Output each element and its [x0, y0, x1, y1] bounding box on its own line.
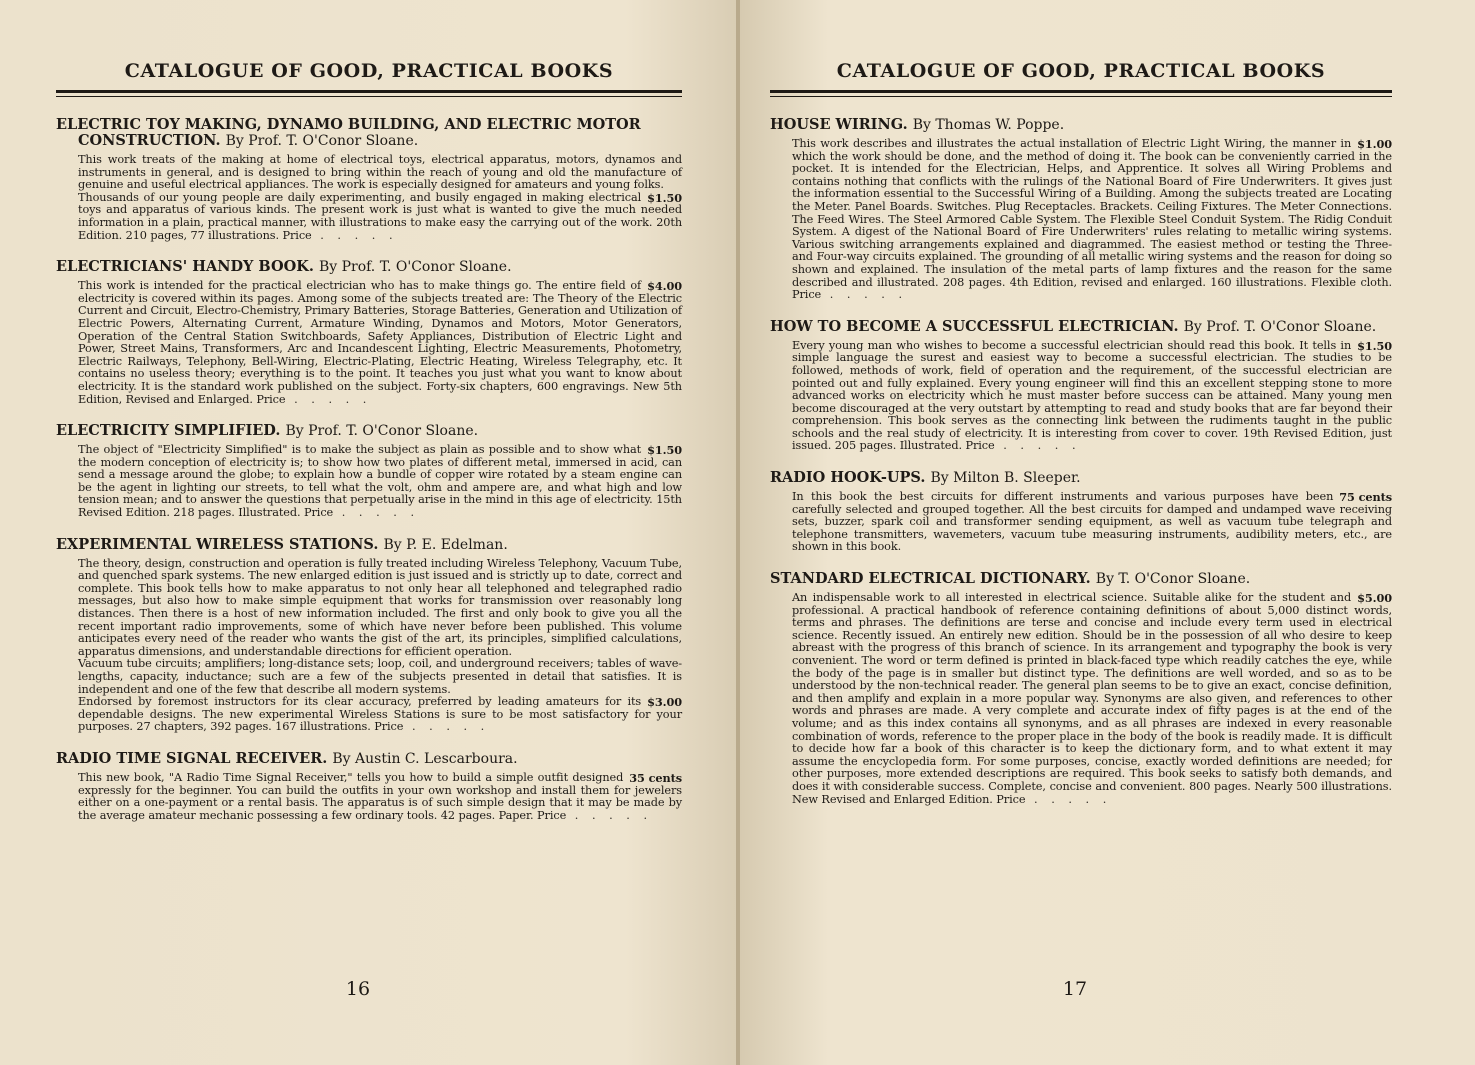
- description-text: In this book the best circuits for different instruments and various purposes have been carefully selected and grouped together. All the best circuits for damped and undamped wave receiving sets, buzzer, spark coil and transformer sending equipment, as well as vacuum tube telegraph and telephone transmitters, wavemeters, vacuum tube measuring instruments, audibility meters, etc., are shown in this book.: [792, 490, 1392, 554]
- leader-dots: . . . . .: [566, 808, 653, 822]
- book-description: [792, 340, 1392, 453]
- leader-dots: . . . . .: [285, 392, 372, 406]
- description-text: Thousands of our young people are daily experimenting, and busily engaged in making electrical toys and apparatus of various kinds. The present work is just what is wanted to give the much needed information in a plain, practical manner, with illustrations to make easy the carrying out of the work. 20th Edition. 210 pages, 77 illustrations.: [78, 190, 682, 242]
- book-author: By T. O'Conor Sloane.: [1095, 571, 1251, 588]
- header-rule: [56, 90, 682, 93]
- description-paragraph: [78, 154, 682, 192]
- book-author: By Milton B. Sleeper.: [930, 470, 1081, 487]
- book-price: $1.50: [647, 190, 682, 205]
- description-paragraph: [792, 491, 1392, 554]
- header-rule-thin: [56, 96, 682, 97]
- header-rule: [770, 90, 1392, 93]
- description-paragraph: [792, 340, 1392, 453]
- catalogue-entry: [56, 423, 682, 520]
- catalogue-entry: [770, 319, 1392, 453]
- book-price: $3.00: [647, 695, 682, 710]
- description-text: This work describes and illustrates the actual installation of Electric Light Wiring, the manner in which the work should be done, and the method of doing it. The book can be conveniently carried in the pocket. It is intended for the Electrician, Helps, and Apprentice. It solves all Wiring Problems and contains nothing that conflicts with the rulings of the National Board of Fire Underwriters. It gives just the information essential to the Successful Wiring of a Building. Among the subjects treated are Locating the Meter. Panel Boards. Switches. Plug Receptacles. Brackets. Ceiling Fixtures. The Meter Connections. The Feed Wires. The Steel Armored Cable System. The Flexible Steel Conduit System. The Ridig Conduit System. A digest of the National Board of Fire Underwriters' rules relating to metallic wiring systems. Various switching arrangements explained and diagrammed. The easiest method or testing the Three- and Four-way circuits explained. The grounding of all metallic wiring systems and the reason for doing so shown and explained. The insulation of the metal parts of lamp fixtures and the reason for the same described and illustrated. 208 pages. 4th Edition, revised and enlarged. 160 illustrations. Flexible cloth.: [792, 137, 1392, 289]
- book-heading: [56, 751, 682, 767]
- description-paragraph: [78, 696, 682, 734]
- description-text: Vacuum tube circuits; amplifiers; long-distance sets; loop, coil, and underground receivers; tables of wave-lengths, capacity, inductance; such are a few of the subjects presented in detail that satisfies. It is independent and one of the few that describe all modern systems.: [78, 657, 682, 696]
- price-label: Price: [374, 720, 404, 734]
- book-author: By P. E. Edelman.: [383, 536, 508, 553]
- description-paragraph: [78, 280, 682, 406]
- price-label: Price: [965, 439, 995, 453]
- book-heading: [770, 319, 1392, 335]
- book-heading: [56, 423, 682, 439]
- book-description: [78, 444, 682, 520]
- running-header: CATALOGUE OF GOOD, PRACTICAL BOOKS: [124, 60, 614, 82]
- leader-dots: . . . . .: [821, 288, 908, 302]
- catalogue-entry: [56, 117, 682, 242]
- price-label: Price: [256, 392, 286, 406]
- price-label: Price: [304, 506, 334, 520]
- book-heading: [770, 571, 1392, 587]
- book-price: $5.00: [1357, 591, 1392, 606]
- book-title: STANDARD ELECTRICAL DICTIONARY.: [770, 570, 1091, 588]
- book-price: $1.50: [1357, 338, 1392, 353]
- book-description: [78, 154, 682, 242]
- book-description: [792, 491, 1392, 554]
- description-paragraph: [792, 138, 1392, 302]
- description-text: The theory, design, construction and operation is fully treated including Wireless Telephony, Vacuum Tube, and quenched spark systems. The new enlarged edition is just issued and is strictly up to date, correct and complete. This book tells how to make apparatus to not only hear all telephoned and telegraphed radio messages, but also how to make simple equipment that works for transmission over reasonably long distances. Then there is a host of new information included. The first and only book to give you all the recent important radio improvements, some of which have never before been published. This volume anticipates every need of the reader who wants the gist of the art, its principles, simplified calculations, apparatus dimensions, and understandable directions for efficient operation.: [78, 556, 682, 658]
- book-heading: [56, 537, 682, 553]
- description-paragraph: [78, 444, 682, 520]
- catalogue-entry: [56, 537, 682, 734]
- book-description: [792, 138, 1392, 302]
- book-description: [78, 772, 682, 822]
- leader-dots: . . . . .: [333, 506, 420, 520]
- description-text: This work treats of the making at home of electrical toys, electrical apparatus, motors, dynamos and instruments in general, and is designed to bring within the reach of young and old the manufacture of genuine and useful electrical appliances. The work is especially designed for amateurs and young folks.: [78, 153, 682, 192]
- page-number: 16: [345, 978, 371, 1000]
- page-number: 17: [1062, 978, 1088, 1000]
- description-text: The object of "Electricity Simplified" is to make the subject as plain as possible and to show what the modern conception of electricity is; to show how two plates of different metal, immersed in acid, can send a message around the globe; to explain how a bundle of copper wire rotated by a steam engine can be the agent in lighting our streets, to tell what the volt, ohm and ampere are, and what high and low tension mean; and to answer the questions that perpetually arise in the mind in this age of electricity. 15th Revised Edition. 218 pages. Illustrated.: [78, 443, 682, 520]
- price-label: Price: [792, 288, 822, 302]
- catalogue-entry: [770, 117, 1392, 302]
- book-title: HOUSE WIRING.: [770, 116, 908, 133]
- price-label: Price: [537, 808, 567, 822]
- left-page: [0, 0, 736, 1065]
- book-description: [792, 592, 1392, 806]
- book-price: 35 cents: [629, 770, 682, 785]
- catalogue-entry: [770, 571, 1392, 806]
- book-title: EXPERIMENTAL WIRELESS STATIONS.: [56, 535, 379, 553]
- leader-dots: . . . . .: [403, 720, 490, 734]
- book-title: ELECTRICIANS' HANDY BOOK.: [56, 258, 314, 276]
- book-title: ELECTRICITY SIMPLIFIED.: [56, 422, 281, 440]
- left-page-content: [56, 117, 682, 839]
- book-heading: [56, 259, 682, 275]
- description-paragraph: [792, 592, 1392, 806]
- description-text: An indispensable work to all interested in electrical science. Suitable alike for the student and professional. A practical handbook of reference containing definitions of about 5,000 distinct words, terms and phrases. The definitions are terse and concise and include every term used in electrical science. Recently issued. An entirely new edition. Should be in the possession of all who desire to keep abreast with the progress of this branch of science. In its arrangement and typography the book is very convenient. The word or term defined is printed in black-faced type which readily catches the eye, while the body of the page is in smaller but distinct type. The definitions are well worded, and so as to be understood by the non-technical reader. The general plan seems to be to give an exact, concise definition, and then amplify and explain in a more popular way. Synonyms are also given, and references to other words and phrases are made. A very complete and accurate index of fifty pages is at the end of the volume; and as this index contains all synonyms, and as all phrases are indexed in every reasonable combination of words, reference to the proper place in the body of the book is readily made. It is difficult to decide how far a book of this character is to keep the dictionary form, and to what extent it may assume the encyclopedia form. For some purposes, concise, exactly worded definitions are needed; for other purposes, more extended descriptions are required. This book seeks to satisfy both demands, and does it with considerable success. Complete, concise and convenient. 800 pages. Nearly 500 illustrations. New Revised and Enlarged Edition.: [792, 591, 1392, 806]
- book-author: By Thomas W. Poppe.: [912, 117, 1065, 133]
- description-paragraph: [78, 558, 682, 659]
- book-author: By Austin C. Lescarboura.: [332, 750, 518, 767]
- book-price: $4.00: [647, 279, 682, 294]
- leader-dots: . . . . .: [994, 439, 1081, 453]
- description-paragraph: [78, 192, 682, 242]
- description-paragraph: [78, 772, 682, 822]
- book-heading: [56, 117, 682, 149]
- catalogue-entry: [770, 470, 1392, 554]
- catalogue-entry: [56, 751, 682, 822]
- running-header: CATALOGUE OF GOOD, PRACTICAL BOOKS: [836, 60, 1326, 82]
- book-price: $1.00: [1357, 137, 1392, 151]
- book-description: [78, 280, 682, 406]
- book-author: By Prof. T. O'Conor Sloane.: [225, 133, 419, 149]
- book-price: 75 cents: [1339, 490, 1392, 505]
- book-price: $1.50: [647, 443, 682, 458]
- description-text: This new book, "A Radio Time Signal Receiver," tells you how to build a simple outfit designed expressly for the beginner. You can build the outfits in your own workshop and install them for jewelers either on a one-payment or a rental basis. The apparatus is of such simple design that it may be made by the average amateur mechanic possessing a few ordinary tools. 42 pages. Paper.: [78, 770, 682, 822]
- book-title: ELECTRIC TOY MAKING, DYNAMO BUILDING, AND ELECTRIC MOTOR CONSTRUCTION.: [56, 116, 641, 149]
- description-paragraph: [78, 658, 682, 696]
- book-title: HOW TO BECOME A SUCCESSFUL ELECTRICIAN.: [770, 317, 1179, 335]
- book-heading: [770, 117, 1392, 133]
- book-author: By Prof. T. O'Conor Sloane.: [285, 423, 479, 440]
- book-title: RADIO HOOK-UPS.: [770, 469, 926, 487]
- right-page-content: [770, 117, 1392, 823]
- price-label: Price: [996, 792, 1026, 806]
- book-author: By Prof. T. O'Conor Sloane.: [1183, 318, 1377, 335]
- description-text: Endorsed by foremost instructors for its clear accuracy, preferred by leading amateurs for its dependable designs. The new experimental Wireless Stations is sure to be most satisfactory for your purposes. 27 chapters, 392 pages. 167 illustrations.: [78, 695, 682, 734]
- description-text: Every young man who wishes to become a successful electrician should read this book. It tells in simple language the surest and easiest way to become a successful electrician. The studies to be followed, methods of work, field of operation and the requirement, of the successful electrician are pointed out and fully explained. Every young engineer will find this an excellent stepping stone to more advanced works on electricity which he must master before success can be attained. Many young men become discouraged at the very outstart by attempting to read and study books that are far beyond their comprehension. This book serves as the connecting link between the rudiments taught in the public schools and the real study of electricity. It is interesting from cover to cover. 19th Revised Edition, just issued. 205 pages. Illustrated.: [792, 338, 1392, 453]
- book-description: [78, 558, 682, 734]
- header-rule-thin: [770, 96, 1392, 97]
- description-text: This work is intended for the practical electrician who has to make things go. The entire field of electricity is covered within its pages. Among some of the subjects treated are: The Theory of the Electric Current and Circuit, Electro-Chemistry, Primary Batteries, Storage Batteries, Generation and Utilization of Electric Powers, Alternating Current, Armature Winding, Dynamos and Motors, Motor Generators, Operation of the Central Station Switchboards, Safety Appliances, Distribution of Electric Light and Power, Street Mains, Transformers, Arc and Incandescent Lighting, Electric Measurements, Photometry, Electric Railways, Telephony, Bell-Wiring, Electric-Plating, Electric Heating, Wireless Telegraphy, etc. It contains no useless theory; everything is to the point. It teaches you just what you want to know about electricity. It is the standard work published on the subject. Forty-six chapters, 600 engravings. New 5th Edition, Revised and Enlarged.: [78, 279, 682, 406]
- right-page: [740, 0, 1475, 1065]
- leader-dots: . . . . .: [311, 228, 398, 242]
- leader-dots: . . . . .: [1025, 792, 1112, 806]
- book-heading: [770, 470, 1392, 486]
- price-label: Price: [282, 228, 312, 242]
- catalogue-entry: [56, 259, 682, 406]
- book-author: By Prof. T. O'Conor Sloane.: [318, 259, 512, 276]
- book-title: RADIO TIME SIGNAL RECEIVER.: [56, 749, 328, 767]
